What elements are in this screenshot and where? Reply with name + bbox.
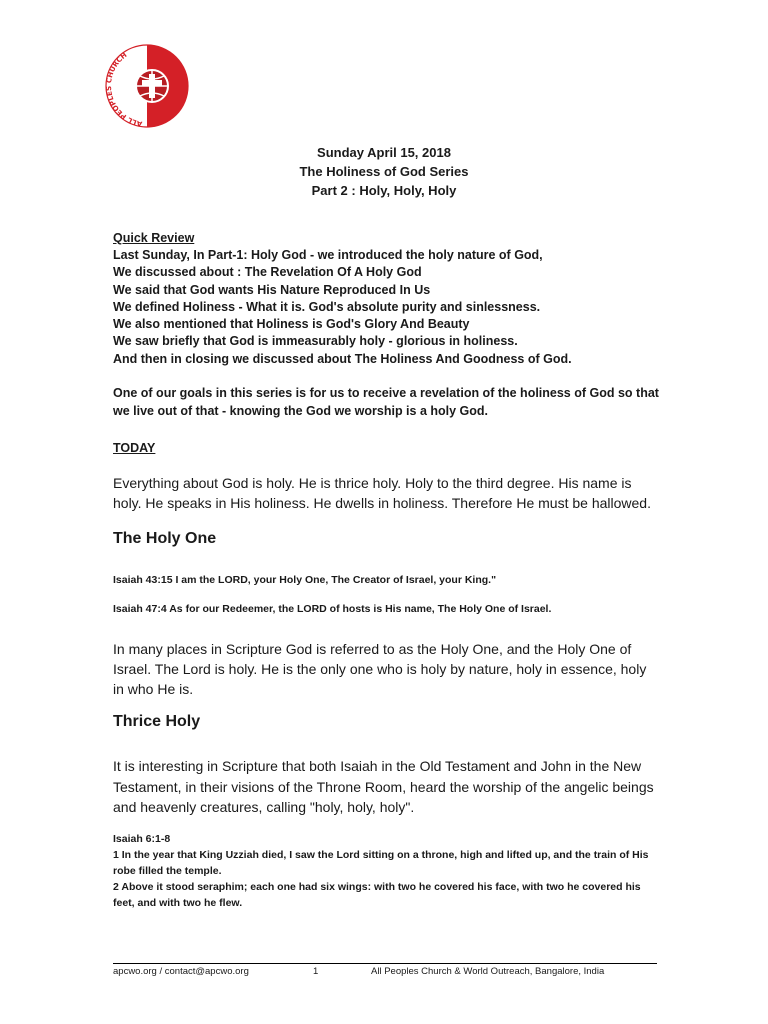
today-heading: TODAY bbox=[113, 441, 156, 455]
today-text: Everything about God is holy. He is thrice holy. Holy to the third degree. His name is holy. He speaks in His holiness. He dwells in holiness. Therefore He must be hallowed. bbox=[113, 475, 651, 511]
quick-review-list bbox=[113, 247, 661, 368]
review-line: And then in closing we discussed about The Holiness And Goodness of God. bbox=[113, 351, 572, 366]
thrice-holy-paragraph: It is interesting in Scripture that both Isaiah in the Old Testament and John in the New Testament, in their visions of the Throne Room, heard the worship of the angelic beings and heavenly creatures, calling "holy, holy, holy". bbox=[113, 758, 654, 815]
passage-verse-1: 1 In the year that King Uzziah died, I saw the Lord sitting on a throne, high and lifted up, and the train of His robe filled the temple. bbox=[113, 849, 649, 877]
isaiah-6-passage bbox=[113, 831, 661, 911]
header-date: Sunday April 15, 2018 bbox=[317, 145, 451, 160]
thrice-holy-heading: Thrice Holy bbox=[113, 713, 201, 730]
passage-reference: Isaiah 6:1-8 bbox=[113, 833, 171, 845]
review-line: We also mentioned that Holiness is God's Glory And Beauty bbox=[113, 317, 470, 332]
quick-review-title: Quick Review bbox=[113, 231, 195, 245]
review-line: We said that God wants His Nature Reproduced In Us bbox=[113, 282, 431, 297]
header-part: Part 2 : Holy, Holy, Holy bbox=[311, 183, 457, 198]
footer-contact: apcwo.org / contact@apcwo.org bbox=[113, 966, 249, 977]
review-line: We defined Holiness - What it is. God's absolute purity and sinlessness. bbox=[113, 299, 541, 314]
footer-page-number: 1 bbox=[313, 966, 319, 977]
passage-verse-2: 2 Above it stood seraphim; each one had six wings: with two he covered his face, with two he covered his feet, and with two he flew. bbox=[113, 881, 641, 909]
holy-one-paragraph: In many places in Scripture God is referred to as the Holy One, and the Holy One of Israel. The Lord is holy. He is the only one who is holy by nature, holy in essence, holy in who He is. bbox=[113, 641, 647, 697]
series-goals: One of our goals in this series is for us to receive a revelation of the holiness of God so that we live out of that - knowing the God we worship is a holy God. bbox=[113, 386, 659, 418]
footer-organization: All Peoples Church & World Outreach, Bangalore, India bbox=[371, 966, 605, 977]
document-header bbox=[0, 143, 768, 200]
review-line: We discussed about : The Revelation Of A Holy God bbox=[113, 265, 422, 280]
header-series: The Holiness of God Series bbox=[299, 164, 469, 179]
church-logo bbox=[104, 40, 190, 132]
holy-one-heading: The Holy One bbox=[113, 530, 217, 547]
verse-isaiah-47-4: Isaiah 47:4 As for our Redeemer, the LORD of hosts is His name, The Holy One of Israel. bbox=[113, 603, 552, 615]
logo-ring-text: ALL PEOPLES CHURCH bbox=[104, 50, 143, 128]
verse-isaiah-43-15: Isaiah 43:15 I am the LORD, your Holy One, The Creator of Israel, your King." bbox=[113, 574, 497, 586]
footer-divider bbox=[113, 963, 657, 964]
review-line: Last Sunday, In Part-1: Holy God - we introduced the holy nature of God, bbox=[113, 248, 543, 262]
review-line: We saw briefly that God is immeasurably holy - glorious in holiness. bbox=[113, 334, 518, 349]
